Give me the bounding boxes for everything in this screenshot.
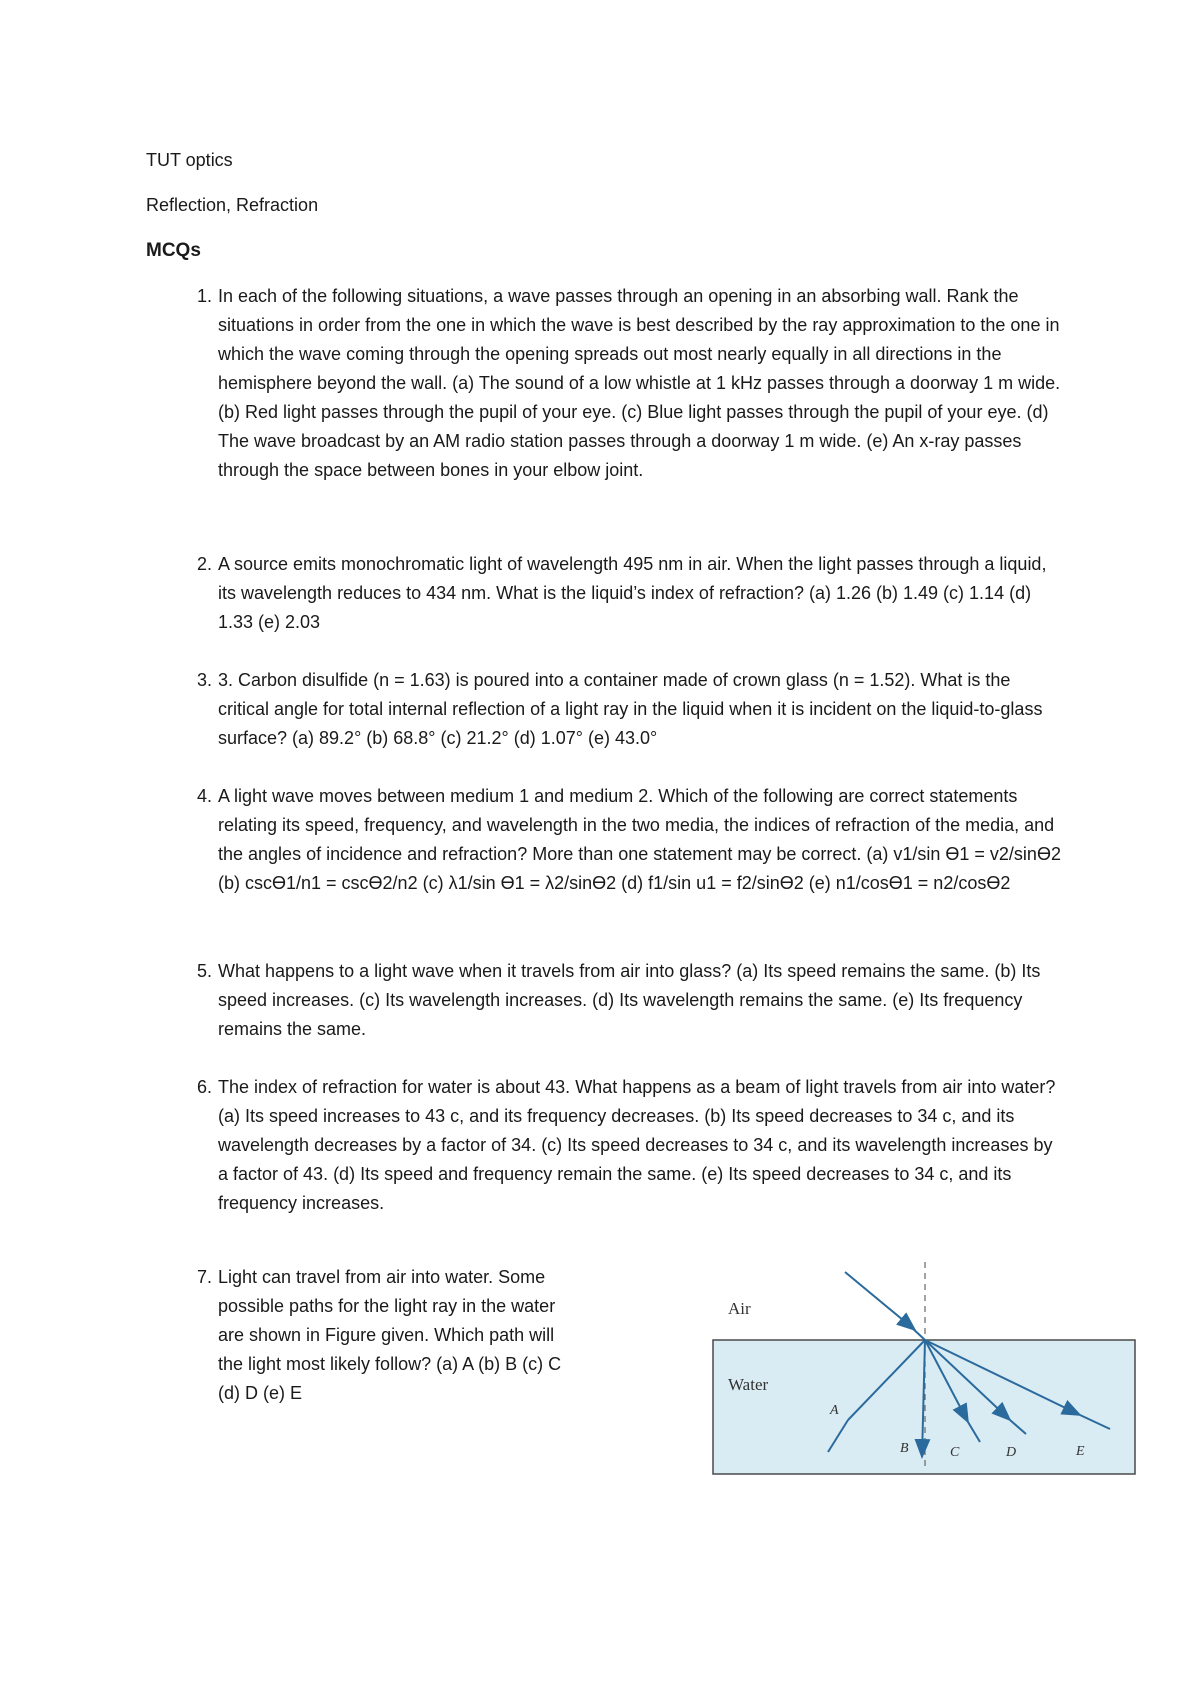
question-text: In each of the following situations, a wave passes through an opening in an absorbing wall. Rank the situations in order from the one in which the wave is best described by the ray approximation to the one in which the wave coming through the opening spreads out most nearly equally in all directions in the hemisphere beyond the wall. (a) The sound of a low whistle at 1 kHz passes through a doorway 1 m wide. (b) Red light passes through the pupil of your eye. (c) Blue light passes through the pupil of your eye. (d) The wave broadcast by an AM radio station passes through a doorway 1 m wide. (e) An x-ray passes through the space between bones in your elbow joint.	[218, 286, 1061, 480]
course-title: TUT optics	[146, 150, 233, 170]
question-text: 3. Carbon disulfide (n = 1.63) is poured into a container made of crown glass (n = 1.52). What is the critical angle for total internal reflection of a light ray in the liquid when it is incident on the liquid-to-glass surface? (a) 89.2° (b) 68.8° (c) 21.2° (d) 1.07° (e) 43.0°	[218, 670, 1043, 748]
question-text: A source emits monochromatic light of wavelength 495 nm in air. When the light passes through a liquid, its wavelength reduces to 434 nm. What is the liquid’s index of refraction? (a) 1.26 (b) 1.49 (c) 1.14 (d) 1.33 (e) 2.03	[218, 554, 1047, 632]
question-text: A light wave moves between medium 1 and medium 2. Which of the following are correct statements relating its speed, frequency, and wavelength in the two media, the indices of refraction of the media, and the angles of incidence and refraction? More than one statement may be correct. (a) v1/sin Ɵ1 = v2/sinƟ2 (b) cscƟ1/n1 = cscƟ2/n2 (c) λ1/sin Ɵ1 = λ2/sinƟ2 (d) f1/sin u1 = f2/sinƟ2 (e) n1/cosƟ1 = n2/cosƟ2	[218, 786, 1061, 893]
section-heading: MCQs	[146, 240, 201, 261]
path-label-b: B	[900, 1441, 909, 1456]
water-label: Water	[728, 1375, 769, 1394]
path-label-e: E	[1076, 1444, 1085, 1459]
question-number: 7.	[196, 1267, 212, 1287]
question-text: What happens to a light wave when it travels from air into glass? (a) Its speed remains the same. (b) Its speed increases. (c) Its wavelength increases. (d) Its wavelength remains the same. (e) Its frequency remains the same.	[218, 961, 1041, 1039]
topic-title: Reflection, Refraction	[146, 195, 319, 215]
question-text: Light can travel from air into water. Some possible paths for the light ray in the water are shown in Figure given. Which path will the light most likely follow? (a) A (b) B (c) C (d) D (e) E	[218, 1267, 562, 1403]
refraction-figure	[710, 1252, 1140, 1477]
incident-ray	[845, 1272, 915, 1330]
incident-ray-tail	[910, 1326, 925, 1340]
air-label: Air	[728, 1299, 751, 1318]
question-number: 4.	[196, 786, 212, 806]
question-number: 1.	[196, 286, 212, 306]
path-label-d: D	[1006, 1445, 1017, 1460]
question-number: 5.	[196, 961, 212, 981]
question-number: 2.	[196, 554, 212, 574]
path-label-c: C	[950, 1445, 960, 1460]
path-label-a: A	[830, 1403, 839, 1418]
question-text: The index of refraction for water is about 43. What happens as a beam of light travels from air into water? (a) Its speed increases to 43 c, and its frequency decreases. (b) Its speed decreases to 34 c, and its wavelength decreases by a factor of 34. (c) Its speed decreases to 34 c, and its wavelength increases by a factor of 43. (d) Its speed and frequency remain the same. (e) Its speed decreases to 34 c, and its frequency increases.	[218, 1077, 1056, 1213]
question-number: 6.	[196, 1077, 212, 1097]
question-number: 3.	[196, 670, 212, 690]
